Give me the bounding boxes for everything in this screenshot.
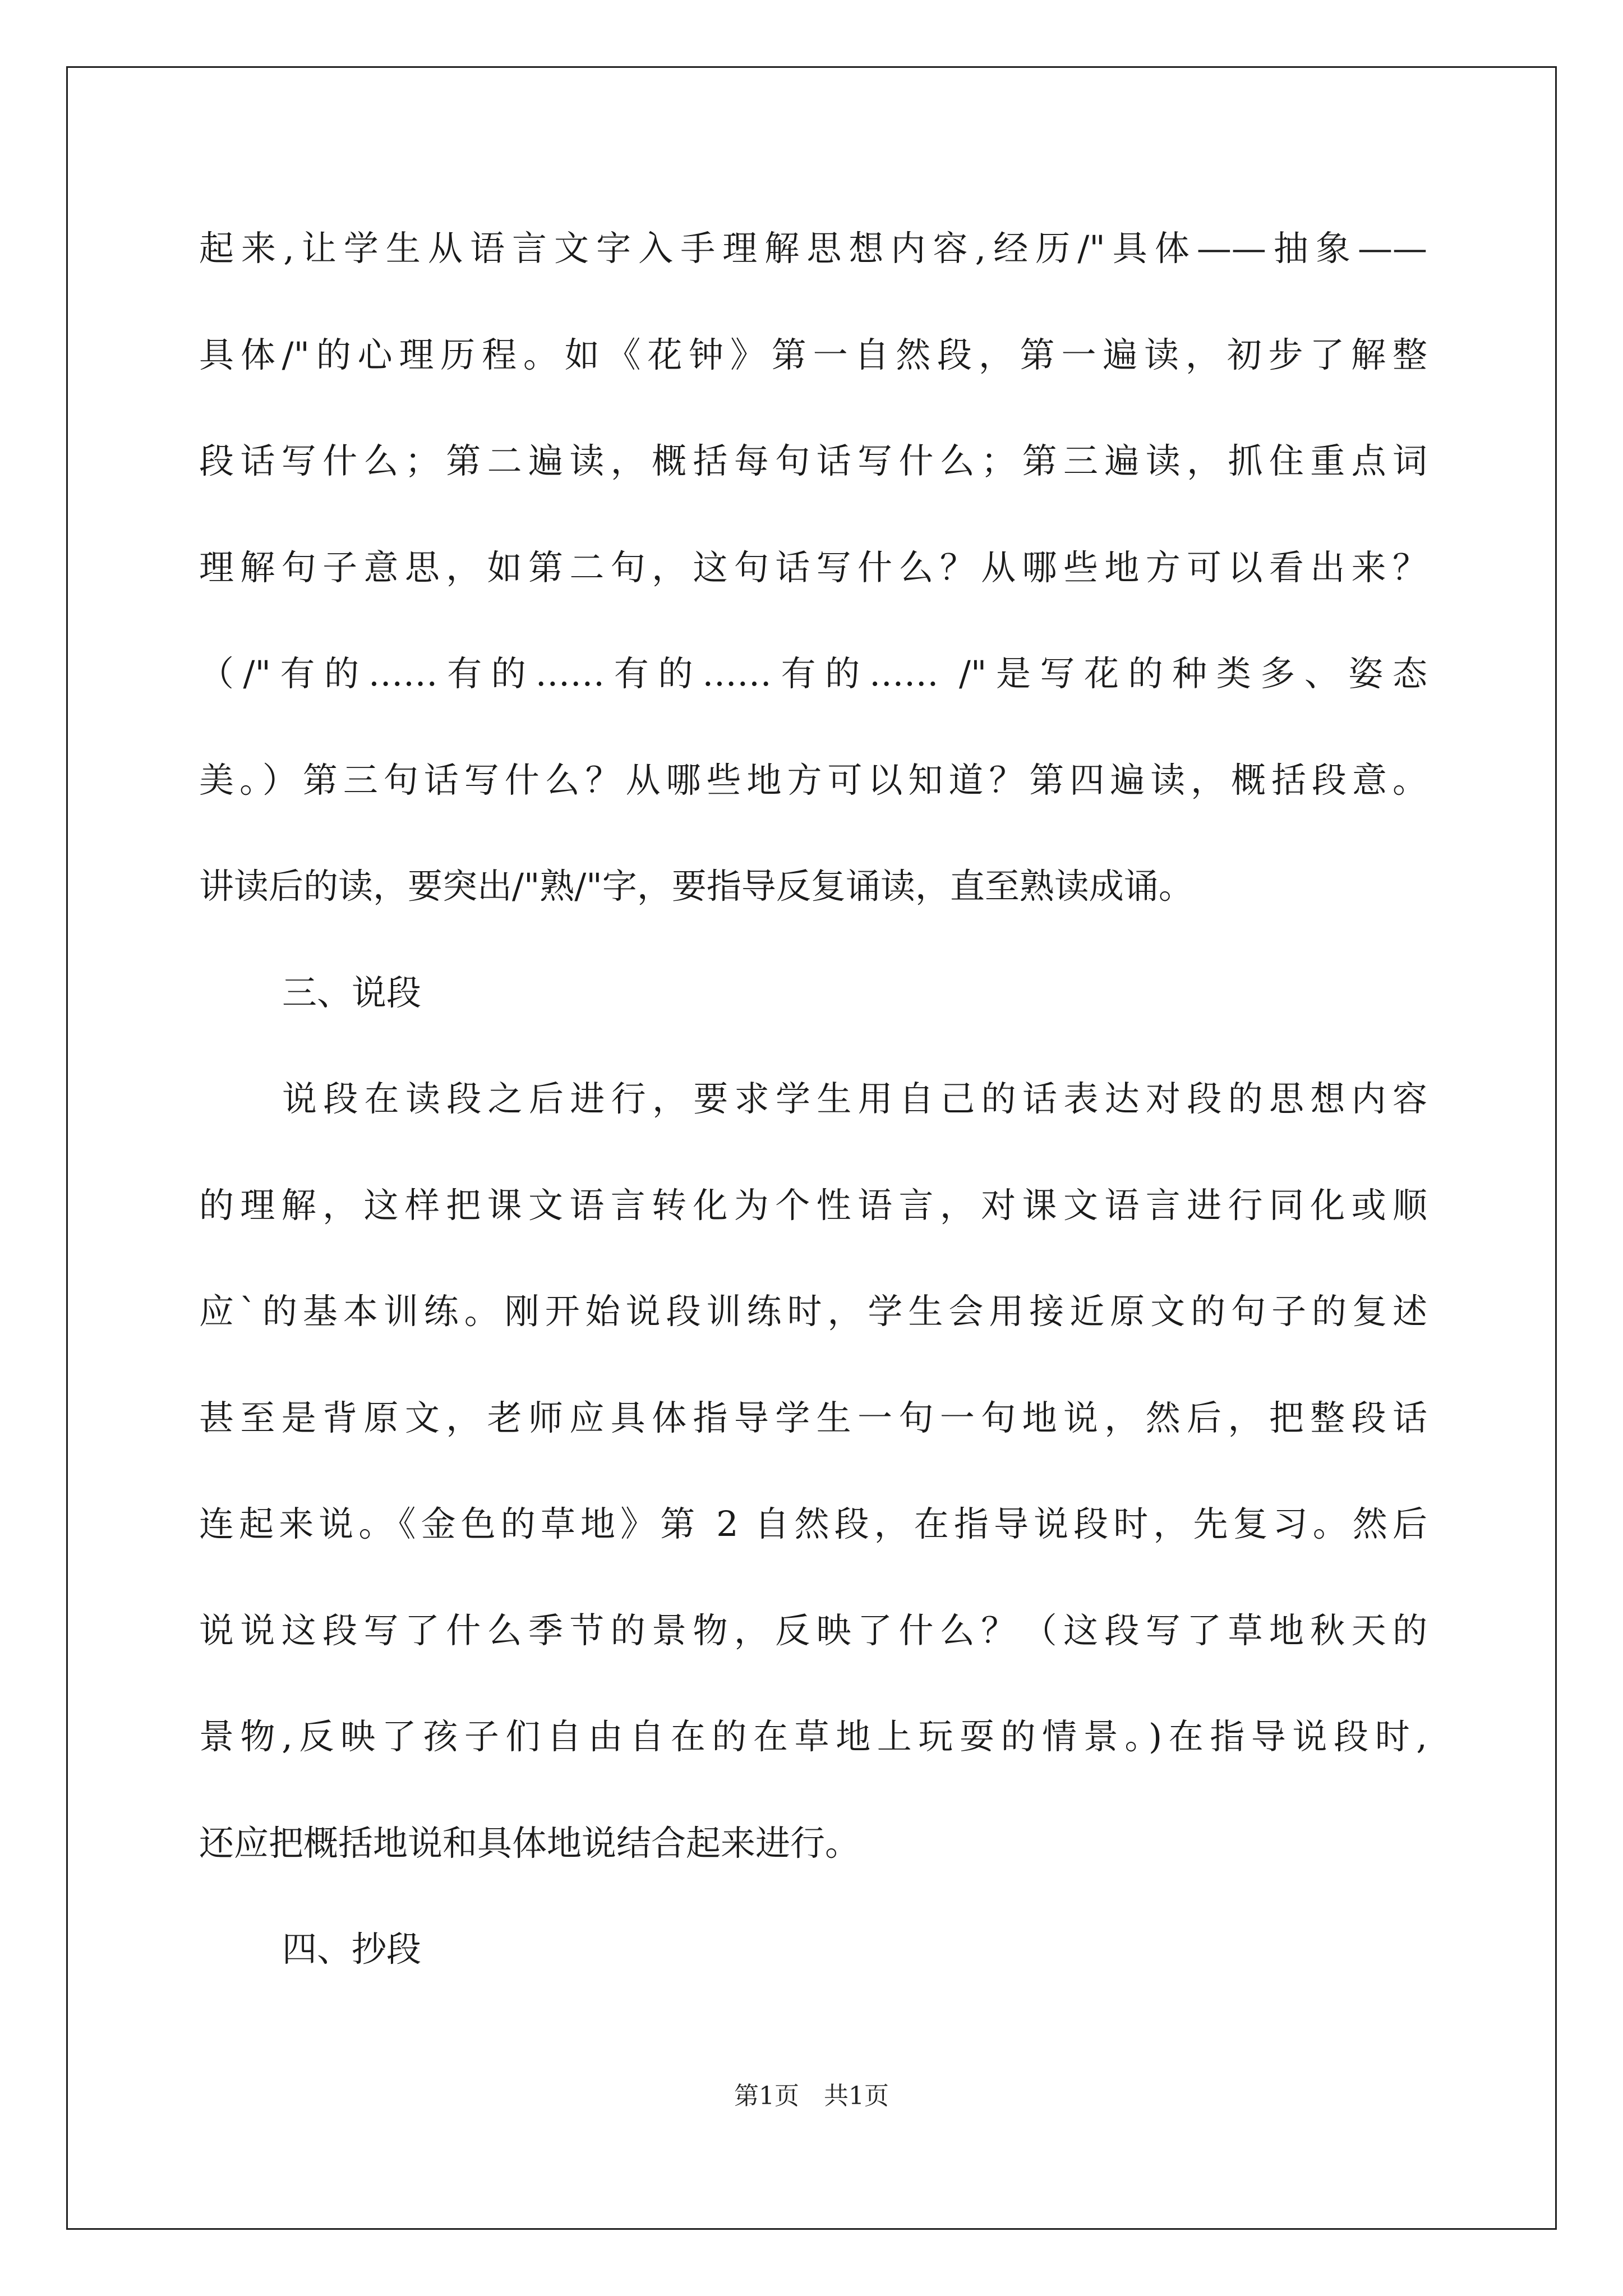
text-line: （/"有的……有的……有的……有的…… /"是写花的种类多、姿态 bbox=[199, 653, 1427, 694]
text-line: 的理解，这样把课文语言转化为个性语言，对课文语言进行同化或顺 bbox=[199, 1184, 1427, 1226]
text-line: 讲读后的读，要突出/"熟/"字，要指导反复诵读，直至熟读成诵。 bbox=[199, 866, 1193, 907]
text-line: 段话写什么；第二遍读，概括每句话写什么；第三遍读，抓住重点词 bbox=[199, 440, 1427, 481]
text-line: 说说这段写了什么季节的景物，反映了什么？（这段写了草地秋天的 bbox=[199, 1609, 1427, 1651]
text-line: 具体/"的心理历程。如《花钟》第一自然段，第一遍读，初步了解整 bbox=[199, 334, 1427, 375]
page-footer: 第1页 共1页 bbox=[734, 2082, 889, 2110]
text-line: 美。）第三句话写什么？从哪些地方可以知道？第四遍读，概括段意。 bbox=[199, 759, 1427, 800]
text-line: 应`的基本训练。刚开始说段训练时，学生会用接近原文的句子的复述 bbox=[199, 1291, 1427, 1332]
section-heading: 三、说段 bbox=[282, 972, 422, 1013]
text-line: 还应把概括地说和具体地说结合起来进行。 bbox=[199, 1822, 860, 1864]
text-line: 理解句子意思，如第二句，这句话写什么？从哪些地方可以看出来？ bbox=[199, 546, 1427, 588]
text-line: 甚至是背原文，老师应具体指导学生一句一句地说，然后，把整段话 bbox=[199, 1397, 1427, 1438]
text-line: 连起来说。《金色的草地》第 2 自然段，在指导说段时，先复习。然后 bbox=[199, 1503, 1427, 1544]
document-body bbox=[199, 195, 1427, 2003]
section-heading: 四、抄段 bbox=[282, 1929, 422, 1970]
text-line: 说段在读段之后进行，要求学生用自己的话表达对段的思想内容 bbox=[282, 1078, 1427, 1119]
text-line: 景物,反映了孩子们自由自在的在草地上玩耍的情景。)在指导说段时, bbox=[199, 1716, 1427, 1757]
text-line: 起来,让学生从语言文字入手理解思想内容,经历/"具体——抽象—— bbox=[199, 228, 1427, 269]
